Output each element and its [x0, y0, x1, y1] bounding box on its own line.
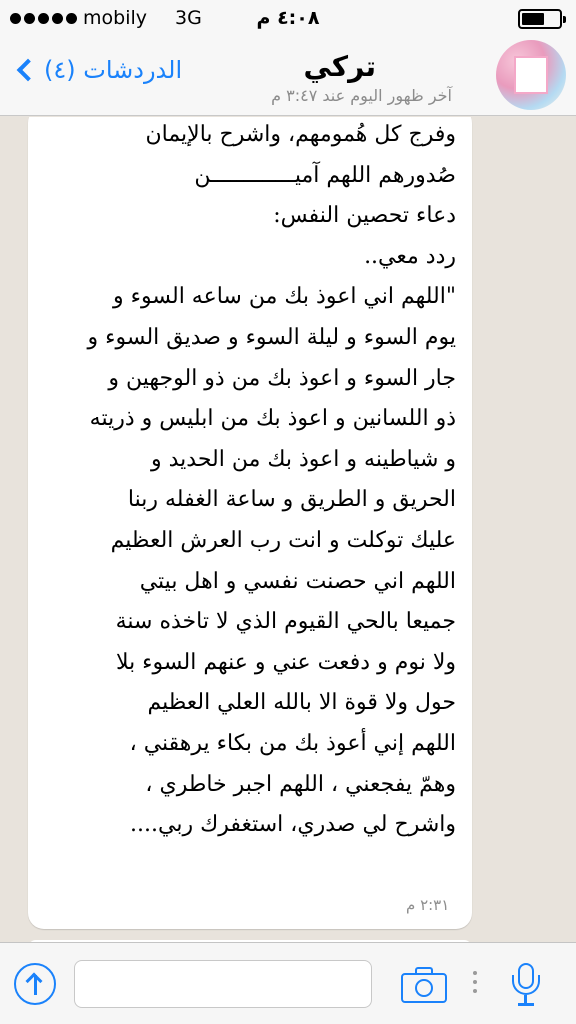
camera-icon-lens	[415, 979, 433, 997]
battery-icon	[518, 9, 562, 29]
message-line: واشرح لي صدري، استغفرك ربي....	[130, 812, 456, 838]
message-line: ردد معي..	[364, 243, 456, 269]
message-text	[36, 117, 456, 846]
chat-header	[0, 36, 576, 116]
status-bar	[0, 0, 576, 36]
chevron-left-icon	[17, 59, 40, 82]
back-button[interactable]	[10, 56, 182, 84]
message-line: الحريق و الطريق و ساعة الغفله ربنا	[127, 487, 456, 513]
message-line: دعاء تحصين النفس:	[273, 203, 456, 229]
microphone-button[interactable]	[512, 963, 540, 1007]
message-line: صُدورهم اللهم آميـــــــــــــن	[194, 162, 456, 188]
message-timestamp: ٢:٣١ م	[406, 896, 450, 914]
message-bubble[interactable]	[28, 117, 472, 929]
contact-avatar[interactable]	[496, 40, 566, 110]
message-line: عليك توكلت و انت رب العرش العظيم	[110, 527, 456, 553]
message-line: "اللهم اني اعوذ بك من ساعه السوء و	[113, 284, 456, 310]
microphone-icon-cup	[512, 975, 540, 995]
message-line: ذو اللسانين و اعوذ بك من ابليس و ذريته	[89, 406, 456, 432]
separator-dots	[473, 971, 477, 998]
message-line: يوم السوء و ليلة السوء و صديق السوء و	[87, 324, 456, 350]
back-button-label: الدردشات (٤)	[44, 56, 183, 84]
input-bar	[0, 942, 576, 1024]
message-line: جار السوء و اعوذ بك من ذو الوجهين و	[108, 365, 456, 391]
upload-arrow-head	[26, 973, 43, 990]
message-line: اللهم اني حصنت نفسي و اهل بيتي	[139, 568, 456, 594]
last-seen-status: آخر ظهور اليوم عند ٣:٤٧ م	[271, 86, 452, 105]
message-line: اللهم إني أعوذ بك من بكاء يرهقني ،	[129, 730, 456, 756]
network-type: 3G	[175, 7, 202, 29]
message-line: حول ولا قوة الا بالله العلي العظيم	[147, 690, 456, 716]
microphone-icon-stem	[524, 995, 527, 1003]
carrier-name: mobily	[83, 7, 147, 29]
upload-button[interactable]	[14, 963, 56, 1005]
camera-button[interactable]	[401, 965, 447, 1001]
message-line: وفرج كل هُمومهم، واشرح بالإيمان	[145, 122, 456, 147]
message-line: ولا نوم و دفعت عني و عنهم السوء بلا	[115, 649, 456, 675]
chat-messages[interactable]	[0, 117, 576, 942]
message-line: و شياطينه و اعوذ بك من الحديد و	[150, 446, 456, 472]
message-input[interactable]	[74, 960, 372, 1008]
microphone-icon-base	[518, 1003, 534, 1006]
avatar-image	[514, 56, 548, 94]
message-line: وهمّ يفجعني ، اللهم اجبر خاطري ،	[145, 771, 456, 797]
contact-name[interactable]: تركي	[303, 50, 376, 83]
status-time: ٤:٠٨ م	[256, 7, 320, 29]
message-line: جميعا بالحي القيوم الذي لا تاخذه سنة	[115, 609, 456, 635]
